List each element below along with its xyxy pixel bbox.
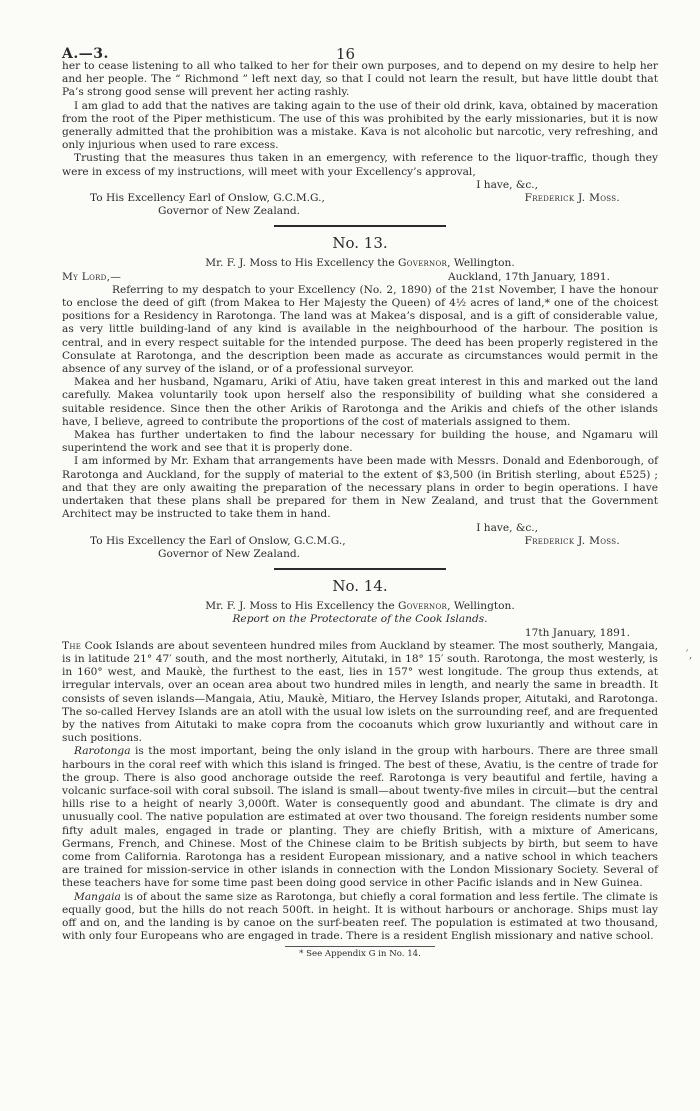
title-suffix: , Wellington.: [447, 600, 515, 613]
margin-mark: ´,: [684, 650, 693, 661]
signer-name: Frederick J. Moss.: [524, 192, 620, 205]
letter-number: No. 14.: [332, 577, 388, 596]
paragraph-text: is the most important, being the only island in the group with harbours. There are three small harbours in the coral reef with which this island is fringed. The best of these, Avatiu, is the centre of trade for the group. There is also good anchorage outside the reef. Rarotonga is very beautiful and fertile, having a volcanic surface-soil with coral subsoil. The island is small—about twenty-five miles in circuit—but the central hills rise to a height of nearly 3,000ft. Water is consequently good and abundant. The climate is dry and unusually cool. The native population are estimated at over two thousand. The foreign residents number some fifty adult males, engaged in trade or planting. They are chiefly British, with a mixture of Americans, Germans, French, and Chinese. Most of the Chinese claim to be British subjects by birth, but seem to have come from California. Rarotonga has a resident European missionary, and a native school in which teachers are trained for mission-service in other islands in connection with the London Missionary Society. Several of these teachers have for some time past been doing good service in other Pacific islands and in New Guinea.: [62, 745, 658, 890]
footnote: * See Appendix G in No. 14.: [299, 949, 421, 960]
letter-date: 17th January, 1891.: [524, 626, 630, 639]
addressee: To His Excellency the Earl of Onslow, G.C.M.G.,: [90, 534, 346, 547]
page-number: 16: [336, 45, 356, 63]
paragraph: [62, 891, 658, 944]
paragraph: [62, 100, 658, 153]
document-reference: A.—3.: [62, 46, 109, 62]
paragraph: her to cease listening to all who talked to her for their own purposes, and to depend on my desire to help her and her people. The “ Richmond ” left next day, so that I could not learn the result, but have little doubt that Pa’s strong good sense will prevent her acting rashly.: [62, 60, 658, 99]
island-name: Rarotonga: [74, 745, 131, 758]
addressee-title: Governor of New Zealand.: [158, 547, 301, 560]
addressee-title: Governor of New Zealand.: [158, 205, 301, 218]
salutation-line: [62, 271, 658, 284]
salutation: My Lord,—: [62, 270, 122, 283]
paragraph: [62, 745, 658, 890]
title-text: Mr. F. J. Moss to His Excellency the: [205, 257, 399, 270]
closing-phrase: I have, &c.,: [476, 178, 538, 191]
paragraph: Makea and her husband, Ngamaru, Ariki of Atiu, have taken great interest in this and marked out the land carefully. Makea voluntarily took upon herself also the responsibility of building what she considered a suitable residence. Since then the other Arikis of Rarotonga and the Arikis and chiefs of the other islands have, I believe, agreed to contribute the proportions of the cost of materials assigned to them.: [62, 376, 658, 428]
paragraph-text: is of about the same size as Rarotonga, but chiefly a coral formation and less fertile. The climate is equally good, but the hills do not reach 500ft. in height. It is without harbours or anchorage. Ships must lay off and on, and the landing is by canoe on the surf-beaten reef. The population is estimated at two thousand, with only four Europeans who are engaged in trade. There is a resident English missionary and native school.: [62, 890, 658, 943]
section-divider: [274, 568, 446, 570]
first-word: The: [62, 639, 82, 652]
paragraph: I am informed by Mr. Exham that arrangements have been made with Messrs. Donald and Edenborough, of Rarotonga and Auckland, for the supply of material to the extent of $3,500 (in British sterling, about £525) ; and that they are only awaiting the preparation of the necessary plans in order to begin operations. I have undertaken that these plans shall be prepared for them in New Zealand, and trust that the Government Architect may be instructed to take them in hand.: [62, 455, 658, 521]
title-governor: Governor: [398, 257, 448, 270]
document-body: [62, 60, 658, 960]
closing-phrase: I have, &c.,: [476, 521, 538, 534]
signature-line: [62, 192, 658, 205]
title-text: Mr. F. J. Moss to His Excellency the: [205, 600, 399, 613]
paragraph: [62, 640, 658, 746]
signer-name: Frederick J. Moss.: [524, 534, 620, 547]
paragraph: Trusting that the measures thus taken in an emergency, with reference to the liquor-traffic, though they were in excess of my instructions, will meet with your Excellency’s approval,: [62, 152, 658, 178]
letter-number: No. 13.: [332, 234, 388, 253]
signature-line: [62, 535, 658, 548]
title-governor: Governor: [398, 600, 448, 613]
addressee: To His Excellency Earl of Onslow, G.C.M.G.,: [90, 192, 325, 205]
page-header: [62, 0, 658, 63]
section-divider: [274, 225, 446, 227]
letter-title: [62, 257, 658, 270]
letter-date: Auckland, 17th January, 1891.: [447, 270, 610, 283]
title-suffix: , Wellington.: [447, 257, 515, 270]
paragraph-text: Cook Islands are about seventeen hundred miles from Auckland by steamer. The most southerly, Mangaia, is in latitude 21° 47′ south, and the most northerly, Aitutaki, in 18° 15′ south. Rarotonga, the most westerly, is in 160° west, and Maukè, the furthest to the east, lies in 157° west longitude. The group thus extends, at irregular intervals, over an ocean area about two hundred miles in length, and nearly the same in breadth. It consists of seven islands—Mangaia, Atiu, Maukè, Mitiaro, the Hervey Islands proper, Aitutaki, and Rarotonga. The so-called Hervey Islands are an atoll with the usual low islets on the surrounding reef, and are frequented by the natives from Aitutaki to make copra from the cocoanuts which grow luxuriantly and without care in such positions.: [62, 639, 658, 745]
island-name: Mangaia: [74, 890, 121, 903]
paragraph-text: I am glad to add that the natives are taking again to the use of their old drink, kava, obtained by maceration from the root of the Piper methisticum. The use of this was prohibited by the early missionaries, but it is now generally admitted that the prohibition was a mistake. Kava is not alcoholic but narcotic, very refreshing, and only injurious when used to rare excess.: [62, 99, 658, 152]
paragraph: Makea has further undertaken to find the labour necessary for building the house, and Ngamaru will superintend the work and see that it is properly done.: [62, 429, 658, 455]
letter-title: [62, 600, 658, 613]
report-subtitle: Report on the Protectorate of the Cook Islands.: [232, 613, 488, 626]
footnote-divider: [285, 946, 435, 947]
paragraph: Referring to my despatch to your Excellency (No. 2, 1890) of the 21st November, I have the honour to enclose the deed of gift (from Makea to Her Majesty the Queen) of 4½ acres of land,* one of the choicest positions for a Residency in Rarotonga. The land was at Makea’s disposal, and is a gift of considerable value, as very little building-land of any kind is available in the neighbourhood of the harbour. The position is central, and in every respect suitable for the intended purpose. The deed has been properly registered in the Consulate at Rarotonga, and the description been made as accurate as circumstances would permit in the absence of any survey of the island, or of a professional surveyor.: [62, 283, 658, 376]
document-page: [62, 0, 658, 960]
